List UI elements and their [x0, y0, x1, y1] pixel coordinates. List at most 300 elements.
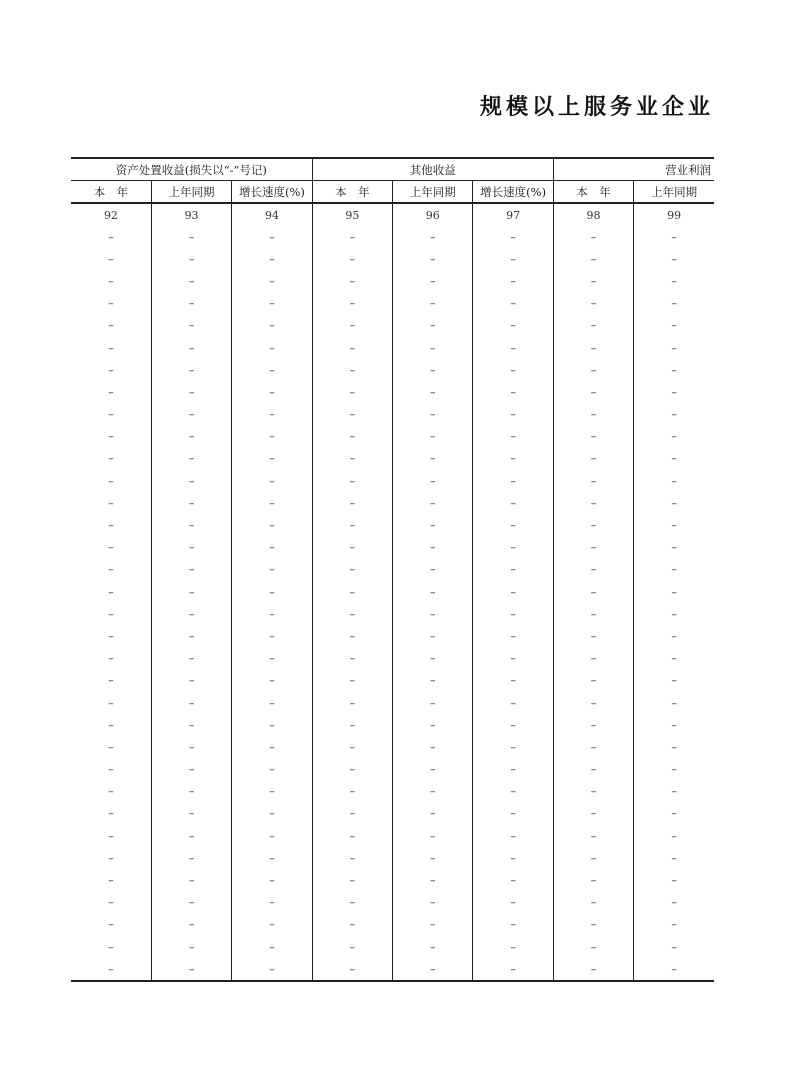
table-row	[71, 315, 714, 337]
table-cell: –	[393, 847, 473, 869]
table-cell: –	[232, 692, 312, 714]
table-cell: –	[108, 408, 114, 422]
table-cell: –	[393, 936, 473, 958]
table-cell: –	[232, 581, 312, 603]
table-cell: –	[473, 293, 553, 315]
table-cell: –	[553, 581, 633, 603]
page-title: 规模以上服务业企业	[479, 95, 714, 120]
table-cell: –	[312, 603, 392, 625]
table-row	[71, 559, 714, 581]
table-cell: –	[473, 470, 553, 492]
table-cell: –	[473, 759, 553, 781]
table-cell: –	[108, 829, 114, 843]
table-cell: –	[634, 559, 714, 581]
table-cell: –	[393, 625, 473, 647]
table-cell: –	[151, 803, 231, 825]
table-cell: –	[473, 847, 553, 869]
table-cell: –	[473, 603, 553, 625]
table-cell: –	[634, 270, 714, 292]
table-cell: –	[108, 297, 114, 311]
table-cell: –	[312, 847, 392, 869]
sub-header-growth-rate: 增长速度(%)	[232, 181, 312, 204]
table-cell: –	[634, 892, 714, 914]
table-cell: –	[108, 674, 114, 688]
table-cell: –	[151, 315, 231, 337]
table-row	[71, 692, 714, 714]
table-cell: –	[553, 226, 633, 248]
table-cell: –	[312, 869, 392, 891]
column-number: 97	[473, 203, 553, 226]
table-cell: –	[232, 359, 312, 381]
table-cell: –	[108, 718, 114, 732]
table-cell: –	[473, 248, 553, 270]
table-cell: –	[108, 252, 114, 266]
table-cell: –	[634, 537, 714, 559]
table-cell: –	[151, 537, 231, 559]
table-cell: –	[151, 514, 231, 536]
table-row	[71, 581, 714, 603]
table-cell: –	[393, 226, 473, 248]
table-cell: –	[312, 426, 392, 448]
table-row	[71, 670, 714, 692]
table-cell: –	[312, 892, 392, 914]
table-cell: –	[553, 270, 633, 292]
table-cell: –	[634, 492, 714, 514]
table-cell: –	[553, 492, 633, 514]
table-cell: –	[634, 936, 714, 958]
table-cell: –	[553, 337, 633, 359]
table-cell: –	[108, 696, 114, 710]
sub-header-growth-rate: 增长速度(%)	[473, 181, 553, 204]
table-cell: –	[232, 736, 312, 758]
table-cell: –	[232, 825, 312, 847]
table-cell: –	[312, 293, 392, 315]
table-cell: –	[232, 270, 312, 292]
table-cell: –	[312, 492, 392, 514]
table-cell: –	[553, 914, 633, 936]
table-cell: –	[634, 869, 714, 891]
column-number: 99	[634, 203, 714, 226]
table-cell: –	[108, 385, 114, 399]
table-cell: –	[634, 781, 714, 803]
table-cell: –	[108, 474, 114, 488]
table-cell: –	[393, 803, 473, 825]
table-cell: –	[151, 470, 231, 492]
table-cell: –	[553, 248, 633, 270]
table-cell: –	[108, 341, 114, 355]
table-cell: –	[232, 448, 312, 470]
table-cell: –	[312, 914, 392, 936]
table-cell: –	[108, 363, 114, 377]
sub-header-row	[71, 181, 714, 204]
table-cell: –	[634, 248, 714, 270]
table-row	[71, 248, 714, 270]
column-number: 96	[393, 203, 473, 226]
table-cell: –	[151, 914, 231, 936]
table-cell: –	[151, 248, 231, 270]
table-cell: –	[312, 581, 392, 603]
table-cell: –	[393, 692, 473, 714]
table-cell: –	[393, 736, 473, 758]
table-cell: –	[108, 274, 114, 288]
table-cell: –	[393, 559, 473, 581]
table-cell: –	[151, 359, 231, 381]
table-cell: –	[151, 892, 231, 914]
table-cell: –	[312, 648, 392, 670]
table-cell: –	[634, 603, 714, 625]
table-cell: –	[553, 759, 633, 781]
table-row	[71, 270, 714, 292]
table-cell: –	[151, 936, 231, 958]
table-cell: –	[151, 869, 231, 891]
table-cell: –	[312, 448, 392, 470]
table-cell: –	[473, 869, 553, 891]
table-cell: –	[312, 514, 392, 536]
table-cell: –	[553, 404, 633, 426]
table-cell: –	[151, 958, 231, 981]
table-cell: –	[151, 625, 231, 647]
table-cell: –	[473, 781, 553, 803]
table-cell: –	[312, 381, 392, 403]
table-cell: –	[312, 337, 392, 359]
table-cell: –	[553, 426, 633, 448]
table-cell: –	[108, 629, 114, 643]
table-cell: –	[232, 381, 312, 403]
table-cell: –	[108, 430, 114, 444]
table-cell: –	[634, 448, 714, 470]
table-cell: –	[473, 670, 553, 692]
table-cell: –	[634, 714, 714, 736]
table-cell: –	[232, 847, 312, 869]
table-cell: –	[553, 825, 633, 847]
table-cell: –	[312, 670, 392, 692]
table-cell: –	[553, 847, 633, 869]
table-cell: –	[553, 648, 633, 670]
table-cell: –	[232, 803, 312, 825]
table-cell: –	[108, 230, 114, 244]
table-cell: –	[473, 892, 553, 914]
table-cell: –	[151, 714, 231, 736]
table-row	[71, 603, 714, 625]
table-cell: –	[232, 869, 312, 891]
table-cell: –	[232, 226, 312, 248]
table-cell: –	[151, 270, 231, 292]
table-cell: –	[108, 541, 114, 555]
table-cell: –	[473, 914, 553, 936]
table-cell: –	[634, 315, 714, 337]
table-cell: –	[108, 319, 114, 333]
table-cell: –	[232, 781, 312, 803]
table-row	[71, 869, 714, 891]
table-cell: –	[473, 825, 553, 847]
table-cell: –	[473, 448, 553, 470]
table-cell: –	[553, 315, 633, 337]
table-cell: –	[473, 692, 553, 714]
table-cell: –	[634, 736, 714, 758]
table-cell: –	[232, 936, 312, 958]
table-cell: –	[473, 492, 553, 514]
table-cell: –	[232, 603, 312, 625]
table-cell: –	[393, 315, 473, 337]
table-row	[71, 492, 714, 514]
sub-header-prior-year: 上年同期	[151, 181, 231, 204]
table-row	[71, 293, 714, 315]
table-cell: –	[393, 248, 473, 270]
table-row	[71, 448, 714, 470]
table-cell: –	[553, 448, 633, 470]
sub-header-current-year: 本 年	[312, 181, 392, 204]
table-cell: –	[151, 381, 231, 403]
table-cell: –	[393, 958, 473, 981]
table-cell: –	[312, 270, 392, 292]
table-cell: –	[553, 936, 633, 958]
table-cell: –	[108, 763, 114, 777]
table-cell: –	[473, 337, 553, 359]
table-cell: –	[634, 958, 714, 981]
table-cell: –	[151, 603, 231, 625]
table-cell: –	[393, 514, 473, 536]
table-cell: –	[473, 581, 553, 603]
table-row	[71, 381, 714, 403]
table-cell: –	[473, 958, 553, 981]
table-cell: –	[393, 492, 473, 514]
table-cell: –	[151, 426, 231, 448]
table-cell: –	[71, 958, 151, 981]
group-header-operating-profit: 营业利润	[553, 158, 714, 181]
table-cell: –	[393, 404, 473, 426]
table-row	[71, 781, 714, 803]
column-number: 95	[312, 203, 392, 226]
table-cell: –	[151, 847, 231, 869]
table-cell: –	[312, 958, 392, 981]
table-cell: –	[553, 803, 633, 825]
table-row	[71, 803, 714, 825]
table-cell: –	[232, 537, 312, 559]
table-cell: –	[634, 692, 714, 714]
table-cell: –	[151, 581, 231, 603]
table-cell: –	[553, 736, 633, 758]
table-cell: –	[393, 270, 473, 292]
table-cell: –	[232, 559, 312, 581]
table-cell: –	[232, 404, 312, 426]
table-row	[71, 404, 714, 426]
table-cell: –	[312, 714, 392, 736]
table-cell: –	[312, 559, 392, 581]
table-cell: –	[151, 692, 231, 714]
table-cell: –	[553, 692, 633, 714]
statistics-table	[71, 157, 714, 982]
table-cell: –	[108, 940, 114, 954]
column-number: 93	[151, 203, 231, 226]
table-cell: –	[151, 226, 231, 248]
table-cell: –	[473, 803, 553, 825]
column-number: 92	[103, 208, 118, 222]
table-cell: –	[151, 759, 231, 781]
table-cell: –	[232, 426, 312, 448]
table-cell: –	[312, 692, 392, 714]
table-cell: –	[393, 337, 473, 359]
table-cell: –	[634, 914, 714, 936]
table-cell: –	[473, 537, 553, 559]
table-cell: –	[553, 470, 633, 492]
table-cell: –	[108, 896, 114, 910]
table-cell: –	[553, 892, 633, 914]
table-cell: –	[108, 807, 114, 821]
table-cell: –	[473, 625, 553, 647]
table-cell: –	[634, 426, 714, 448]
table-cell: –	[151, 559, 231, 581]
table-cell: –	[393, 648, 473, 670]
table-row	[71, 759, 714, 781]
column-number-row	[71, 203, 714, 226]
table-cell: –	[473, 714, 553, 736]
table-cell: –	[393, 581, 473, 603]
table-cell: –	[553, 559, 633, 581]
table-cell: –	[151, 448, 231, 470]
table-cell: –	[473, 315, 553, 337]
column-number: 94	[232, 203, 312, 226]
table-cell: –	[553, 869, 633, 891]
table-cell: –	[473, 359, 553, 381]
table-cell: –	[634, 825, 714, 847]
table-cell: –	[232, 714, 312, 736]
table-cell: –	[232, 293, 312, 315]
table-row	[71, 625, 714, 647]
table-row	[71, 714, 714, 736]
table-cell: –	[393, 381, 473, 403]
table-cell: –	[151, 670, 231, 692]
table-cell: –	[108, 496, 114, 510]
table-cell: –	[553, 670, 633, 692]
table-cell: –	[393, 714, 473, 736]
table-row	[71, 825, 714, 847]
table-cell: –	[553, 537, 633, 559]
sub-header-current-year: 本 年	[71, 181, 151, 204]
table-cell: –	[473, 514, 553, 536]
table-row	[71, 736, 714, 758]
table-cell: –	[634, 847, 714, 869]
table-cell: –	[108, 652, 114, 666]
table-cell: –	[108, 519, 114, 533]
table-cell: –	[473, 404, 553, 426]
table-cell: –	[108, 785, 114, 799]
table-cell: –	[473, 381, 553, 403]
table-cell: –	[634, 404, 714, 426]
table-cell: –	[393, 293, 473, 315]
table-cell: –	[312, 825, 392, 847]
table-cell: –	[312, 736, 392, 758]
table-cell: –	[312, 359, 392, 381]
table-cell: –	[151, 648, 231, 670]
table-row	[71, 892, 714, 914]
table-cell: –	[634, 381, 714, 403]
table-cell: –	[232, 337, 312, 359]
table-cell: –	[393, 914, 473, 936]
table-cell: –	[151, 337, 231, 359]
table-row	[71, 359, 714, 381]
table-cell: –	[312, 248, 392, 270]
table-cell: –	[393, 359, 473, 381]
table-cell: –	[232, 648, 312, 670]
table-cell: –	[232, 248, 312, 270]
table-cell: –	[553, 514, 633, 536]
table-cell: –	[553, 381, 633, 403]
table-cell: –	[108, 452, 114, 466]
table-row	[71, 847, 714, 869]
table-cell: –	[634, 759, 714, 781]
table-cell: –	[553, 714, 633, 736]
table-cell: –	[108, 918, 114, 932]
table-cell: –	[312, 759, 392, 781]
table-cell: –	[634, 359, 714, 381]
table-cell: –	[312, 470, 392, 492]
table-cell: –	[393, 426, 473, 448]
table-cell: –	[393, 537, 473, 559]
table-cell: –	[553, 625, 633, 647]
table-cell: –	[312, 226, 392, 248]
table-cell: –	[473, 226, 553, 248]
table-cell: –	[108, 740, 114, 754]
table-cell: –	[473, 936, 553, 958]
table-row	[71, 958, 714, 981]
table-cell: –	[312, 404, 392, 426]
table-cell: –	[312, 781, 392, 803]
table-cell: –	[634, 648, 714, 670]
sub-header-prior-year: 上年同期	[393, 181, 473, 204]
table-cell: –	[473, 736, 553, 758]
table-cell: –	[232, 670, 312, 692]
table-cell: –	[232, 514, 312, 536]
table-cell: –	[634, 226, 714, 248]
table-cell: –	[232, 759, 312, 781]
table-cell: –	[634, 581, 714, 603]
group-header-other-income: 其他收益	[312, 158, 553, 181]
table-cell: –	[553, 293, 633, 315]
table-row	[71, 426, 714, 448]
table-cell: –	[634, 625, 714, 647]
table-row	[71, 936, 714, 958]
table-body	[71, 203, 714, 981]
table-cell: –	[108, 607, 114, 621]
sub-header-current-year: 本 年	[553, 181, 633, 204]
table-cell: –	[151, 293, 231, 315]
table-cell: –	[553, 958, 633, 981]
table-cell: –	[232, 914, 312, 936]
table-cell: –	[553, 781, 633, 803]
table-row	[71, 337, 714, 359]
table-row	[71, 470, 714, 492]
table-cell: –	[312, 625, 392, 647]
table-cell: –	[634, 337, 714, 359]
table-cell: –	[232, 958, 312, 981]
table-cell: –	[232, 470, 312, 492]
table-cell: –	[312, 936, 392, 958]
table-cell: –	[312, 315, 392, 337]
group-header-row	[71, 158, 714, 181]
table-cell: –	[634, 514, 714, 536]
table-cell: –	[393, 892, 473, 914]
group-header-asset-disposal: 资产处置收益(损失以“-”号记)	[71, 158, 312, 181]
table-cell: –	[634, 670, 714, 692]
table-cell: –	[108, 874, 114, 888]
table-cell: –	[108, 585, 114, 599]
table-row	[71, 648, 714, 670]
table-row	[71, 537, 714, 559]
table-cell: –	[634, 803, 714, 825]
table-cell: –	[393, 448, 473, 470]
table-cell: –	[232, 625, 312, 647]
table-cell: –	[393, 603, 473, 625]
